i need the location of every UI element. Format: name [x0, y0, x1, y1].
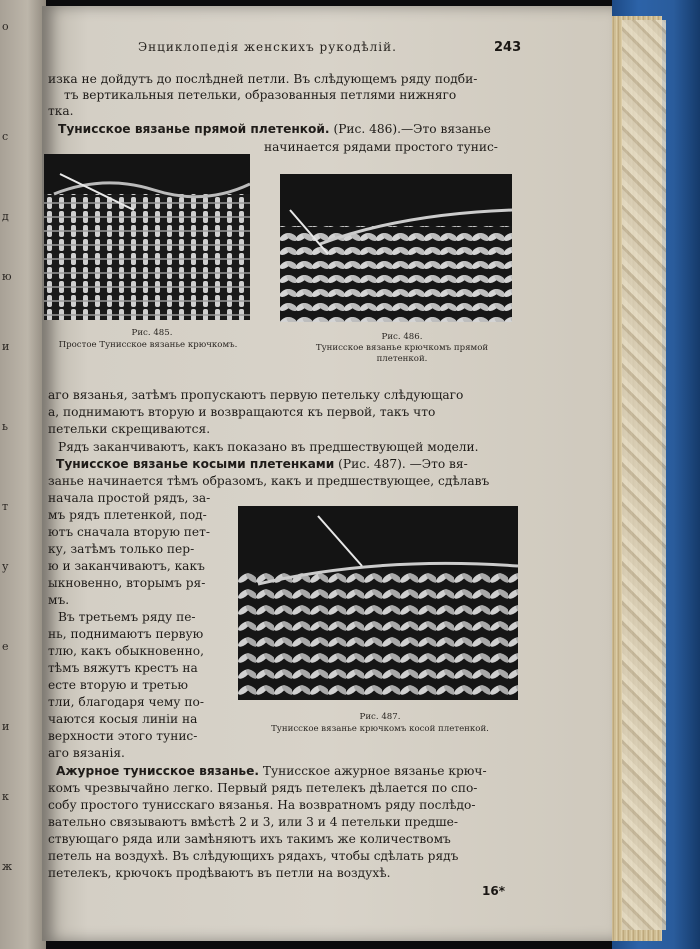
text-line: Рядъ заканчиваютъ, какъ показано въ предшествующей модели.	[58, 440, 479, 454]
figure-485-caption: Простое Тунисское вязанье крючкомъ.	[58, 340, 238, 350]
book-page	[42, 6, 612, 941]
left-fragment: е	[2, 640, 9, 653]
text-line: тка.	[48, 104, 74, 118]
heading-bold: Тунисское вязанье прямой плетенкой.	[58, 122, 330, 136]
left-fragment: и	[2, 720, 10, 733]
heading-bold: Тунисское вязанье косыми плетенками	[56, 457, 335, 471]
left-fragment: с	[2, 130, 9, 143]
text-line: верхности этого тунис-	[48, 729, 198, 743]
text-line: мъ рядъ плетенкой, под-	[48, 508, 207, 522]
text-line: ствующаго ряда или замѣняютъ ихъ такимъ же количествомъ	[48, 832, 451, 846]
text-line: а, поднимаютъ вторую и возвращаются къ первой, такъ что	[48, 405, 436, 419]
text-line: петелекъ, крючокъ продѣваютъ въ петли на воздухѣ.	[48, 866, 391, 880]
text-line: Въ третьемъ ряду пе-	[58, 610, 196, 624]
figure-487-number: Рис. 487.	[359, 712, 401, 722]
left-fragment: у	[2, 560, 9, 573]
text-line: ыкновенно, вторымъ ря-	[48, 576, 206, 590]
left-fragment: о	[2, 20, 9, 33]
text-line: аго вязанья, затѣмъ пропускаютъ первую петельку слѣдующаго	[48, 388, 464, 402]
heading-bold: Ажурное тунисское вязанье.	[56, 764, 259, 778]
text-line: собу простого тунисскаго вязанья. На возвратномъ ряду послѣдо-	[48, 798, 476, 812]
figure-485-image	[44, 154, 250, 320]
left-fragment: к	[2, 790, 9, 803]
signature-mark: 16*	[482, 884, 505, 898]
text-line: нь, поднимаютъ первую	[48, 627, 204, 641]
figure-486-caption-line1: Тунисское вязанье крючкомъ прямой	[315, 343, 489, 353]
section-heading	[56, 457, 468, 472]
text-line: изка не дойдутъ до послѣдней петли. Въ слѣдующемъ ряду подби-	[48, 72, 478, 86]
text-line: тъ вертикальныя петельки, образованныя петлями нижняго	[64, 88, 457, 102]
text-line: тлю, какъ обыкновенно,	[48, 644, 204, 658]
left-fragment: и	[2, 340, 10, 353]
text-line: тѣмъ вяжутъ крестъ на	[48, 661, 198, 675]
figure-487-caption: Тунисское вязанье крючкомъ косой плетенкой.	[271, 724, 489, 734]
text-line: мъ.	[48, 593, 70, 607]
text-line: петельки скрещиваются.	[48, 422, 211, 436]
marbled-edge	[622, 20, 666, 930]
text-line: начинается рядами простого тунис-	[264, 140, 498, 154]
page-number: 243	[494, 40, 522, 55]
figure-486-caption-line2: плетенкой.	[376, 354, 428, 364]
text-line: комъ чрезвычайно легко. Первый рядъ петелекъ дѣлается по спо-	[48, 781, 478, 795]
figure-486-number: Рис. 486.	[381, 332, 423, 342]
text-line: ю и заканчиваютъ, какъ	[48, 559, 205, 573]
section-heading	[58, 122, 491, 137]
text-line: аго вязанія.	[48, 746, 125, 760]
left-fragment: ж	[2, 860, 13, 873]
running-header: Энциклопедія женскихъ рукодѣлій.	[138, 40, 397, 54]
text-line: чаются косыя линіи на	[48, 712, 198, 726]
text-line: ютъ сначала вторую пет-	[48, 525, 210, 539]
section-heading	[56, 764, 487, 779]
left-fragment: ю	[2, 270, 12, 283]
figure-485-number: Рис. 485.	[131, 328, 173, 338]
left-fragment: д	[2, 210, 9, 223]
text-line: начала простой рядъ, за-	[48, 491, 211, 505]
left-fragment: ь	[2, 420, 8, 433]
text-line: петель на воздухѣ. Въ слѣдующихъ рядахъ, чтобы сдѣлать рядъ	[48, 849, 459, 863]
left-fragment: т	[2, 500, 9, 513]
text-line: вательно связываютъ вмѣстѣ 2 и 3, или 3 и 4 петельки предше-	[48, 815, 458, 829]
text-line: тли, благодаря чему по-	[48, 695, 204, 709]
left-page-fragment	[0, 0, 46, 949]
heading-text: Тунисское ажурное вязанье крюч-	[258, 764, 487, 778]
text-line: занье начинается тѣмъ образомъ, какъ и предшествующее, сдѣлавъ	[48, 474, 490, 488]
text-line: есте вторую и третью	[48, 678, 189, 692]
heading-ref: (Рис. 486).—Это вязанье	[329, 122, 491, 136]
text-line: ку, затѣмъ только пер-	[48, 542, 195, 556]
figure-486-image	[280, 174, 512, 322]
figure-487-image	[238, 506, 518, 700]
heading-ref: (Рис. 487). —Это вя-	[334, 457, 468, 471]
